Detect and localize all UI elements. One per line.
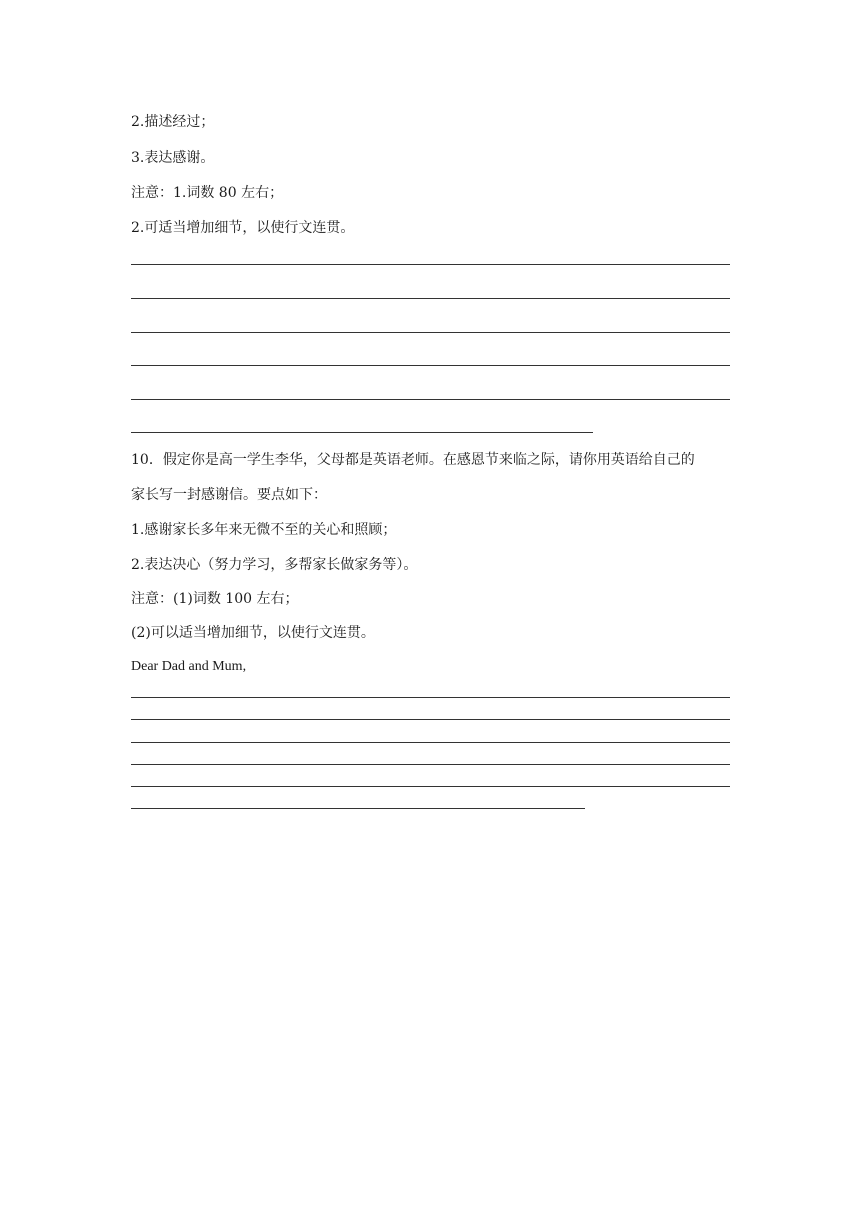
answer-line[interactable] [131, 332, 730, 333]
key-point-1: 1.感谢家长多年来无微不至的关心和照顾； [131, 522, 397, 538]
answer-line[interactable] [131, 399, 730, 400]
key-point-2: 2.表达决心（努力学习，多帮家长做家务等）。 [131, 557, 418, 573]
requirement-item-3: 3.表达感谢。 [131, 150, 215, 166]
answer-line[interactable] [131, 786, 730, 787]
requirement-item-2: 2.描述经过； [131, 114, 215, 130]
answer-line[interactable] [131, 697, 730, 698]
note-word-count-100: 注意：(1)词数 100 左右； [131, 591, 299, 607]
answer-line[interactable] [131, 764, 730, 765]
answer-line[interactable] [131, 264, 730, 265]
note-word-count: 注意：1.词数 80 左右； [131, 185, 284, 201]
answer-line[interactable] [131, 365, 730, 366]
question-10-line1: 10．假定你是高一学生李华，父母都是英语老师。在感恩节来临之际，请你用英语给自己的 [131, 452, 695, 468]
question-10-line2: 家长写一封感谢信。要点如下： [131, 487, 327, 503]
answer-line-short[interactable] [131, 432, 593, 433]
note-add-details: (2)可以适当增加细节，以使行文连贯。 [131, 625, 375, 641]
answer-line[interactable] [131, 719, 730, 720]
note-details: 2.可适当增加细节，以使行文连贯。 [131, 220, 355, 236]
answer-line[interactable] [131, 298, 730, 299]
letter-salutation: Dear Dad and Mum, [131, 659, 247, 674]
answer-line[interactable] [131, 742, 730, 743]
answer-line-short[interactable] [131, 808, 585, 809]
